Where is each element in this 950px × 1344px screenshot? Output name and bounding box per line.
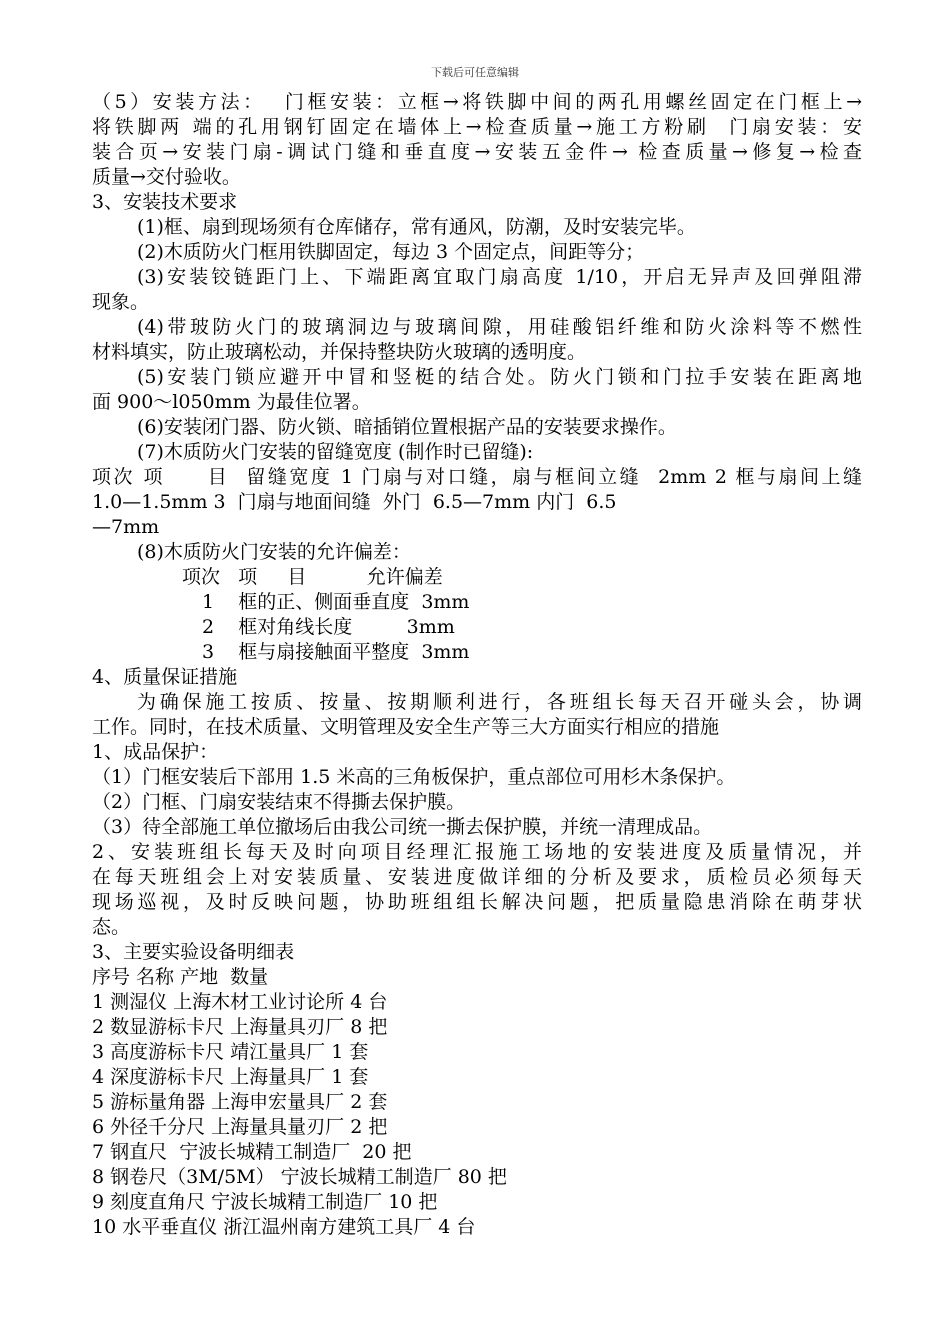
table-row: 6 外径千分尺 上海量具量刃厂 2 把 [92,1116,388,1138]
text-line: (2)木质防火门框用铁脚固定，每边 3 个固定点，间距等分； [137,241,645,263]
text-line: （5）安装方法： 门框安装：立框→将铁脚中间的两孔用螺丝固定在门框上→ [92,91,862,113]
table-row: 2 框对角线长度 3mm [202,616,455,638]
text-line: —7mm [92,516,160,538]
text-line: 装合页→安装门扇-调试门缝和垂直度→安装五金件→ 检查质量→修复→检查 [92,141,862,163]
text-line: 面 900～l050mm 为最佳位署。 [92,391,371,413]
page-header-note: 下载后可任意编辑 [431,66,519,79]
table-row: 1 测湿仪 上海木材工业讨论所 4 台 [92,991,388,1013]
text-line: (6)安装闭门器、防火锁、暗插销位置根据产品的安装要求操作。 [137,416,677,438]
text-line: (4)带玻防火门的玻璃洞边与玻璃间隙，用硅酸铝纤维和防火涂料等不燃性 [137,316,862,338]
table-row: 1 框的正、侧面垂直度 3mm [202,591,470,613]
text-line: 态。 [92,916,131,938]
table-row: 3 高度游标卡尺 靖江量具厂 1 套 [92,1041,369,1063]
text-line: 将铁脚两 端的孔用钢钉固定在墙体上→检查质量→施工方粉刷 门扇安装：安 [92,116,862,138]
table-header-row: 项次 项 目 允许偏差 [182,566,443,588]
table-row: 3 框与扇接触面平整度 3mm [202,641,470,663]
text-line: 质量→交付验收。 [92,166,241,188]
list-item: （2）门框、门扇安装结束不得撕去保护膜。 [92,791,466,813]
section-heading: 4、质量保证措施 [92,666,238,688]
text-line: (1)框、扇到现场须有仓库储存，常有通风，防潮，及时安装完毕。 [137,216,696,238]
section-heading: 1、成品保护： [92,741,219,763]
table-header-row: 序号 名称 产地 数量 [92,966,269,988]
text-line: 项次 项 目 留缝宽度 1 门扇与对口缝，扇与框间立缝 2mm 2 框与扇间上缝 [92,466,862,488]
text-line: 1.0—1.5mm 3 门扇与地面间缝 外门 6.5—7mm 内门 6.5 [92,491,617,513]
list-item: （3）待全部施工单位撤场后由我公司统一撕去保护膜，并统一清理成品。 [92,816,713,838]
table-row: 4 深度游标卡尺 上海量具厂 1 套 [92,1066,369,1088]
section-heading: 3、主要实验设备明细表 [92,941,295,963]
text-line: 2、安装班组长每天及时向项目经理汇报施工场地的安装进度及质量情况，并 [92,841,862,863]
table-row: 10 水平垂直仪 浙江温州南方建筑工具厂 4 台 [92,1216,476,1238]
table-row: 7 钢直尺 宁波长城精工制造厂 20 把 [92,1141,412,1163]
table-row: 5 游标量角器 上海申宏量具厂 2 套 [92,1091,388,1113]
text-line: 在每天班组会上对安装质量、安装进度做详细的分析及要求，质检员必须每天 [92,866,862,888]
text-line: (3)安装铰链距门上、下端距离宜取门扇高度 1/10，开启无异声及回弹阻滞 [137,266,862,288]
table-row: 2 数显游标卡尺 上海量具刃厂 8 把 [92,1016,388,1038]
text-line: (7)木质防火门安装的留缝宽度 (制作时已留缝): [137,441,534,463]
section-heading: 3、安装技术要求 [92,191,238,213]
table-row: 8 钢卷尺（3M/5M） 宁波长城精工制造厂 80 把 [92,1166,507,1188]
text-line: 材料填实，防止玻璃松动，并保持整块防火玻璃的透明度。 [92,341,587,363]
text-line: 现象。 [92,291,150,313]
list-item: （1）门框安装后下部用 1.5 米高的三角板保护，重点部位可用杉木条保护。 [92,766,736,788]
document-body [92,90,862,1240]
text-line: (5)安装门锁应避开中冒和竖梃的结合处。防火门锁和门拉手安装在距离地 [137,366,862,388]
text-line: 为确保施工按质、按量、按期顺利进行，各班组长每天召开碰头会，协调 [137,691,862,713]
text-line: (8)木质防火门安装的允许偏差： [137,541,411,563]
text-line: 工作。同时，在技术质量、文明管理及安全生产等三大方面实行相应的措施 [92,716,720,738]
table-row: 9 刻度直角尺 宁波长城精工制造厂 10 把 [92,1191,438,1213]
text-line: 现场巡视，及时反映问题，协助班组组长解决问题，把质量隐患消除在萌芽状 [92,891,862,913]
